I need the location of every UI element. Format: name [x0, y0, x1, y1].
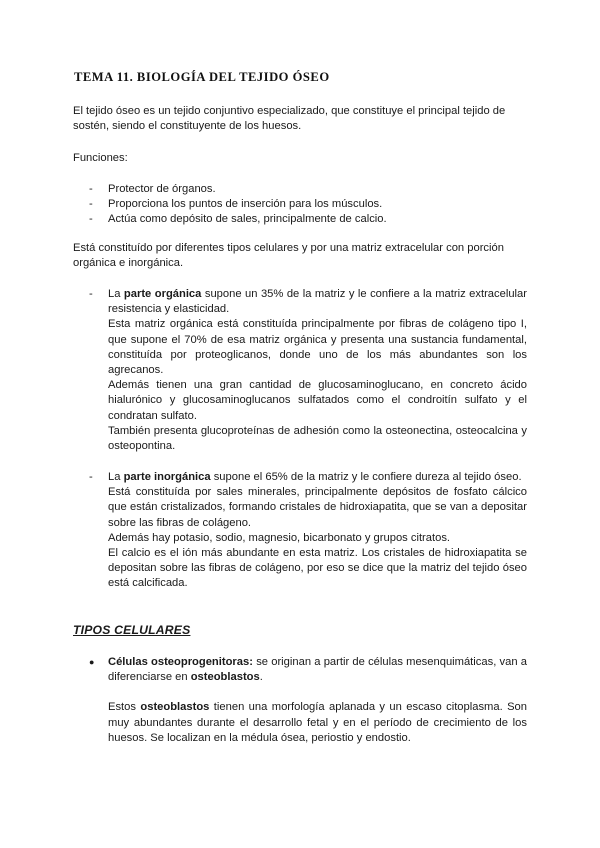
- constitucion-paragraph: Está constituído por diferentes tipos celulares y por una matriz extracelular con porción orgánica e inorgánica.: [73, 242, 504, 270]
- organica-paragraph-3: Además tienen una gran cantidad de glucosaminoglucano, en concreto ácido hialurónico y glucosaminoglucanos sulfatados como el condroitín sulfato y el condratan sulfato.: [108, 379, 527, 422]
- osteoblastos-paragraph: Estos osteoblastos tienen una morfología aplanada y un escaso citoplasma. Son muy abundantes durante el desarrollo fetal y en el período de crecimiento de los huesos. Se localizan en la médula ósea, periostio y endostio.: [108, 701, 527, 744]
- organica-lead: La parte orgánica supone un 35% de la matriz y le confiere a la matriz extracelular resistencia y elasticidad.: [108, 288, 527, 316]
- parte-inorganica-block: - La parte inorgánica supone el 65% de la matriz y le confiere dureza al tejido óseo. Está constituída por sales minerales, principalmente depósitos de fosfato cálcico que están cristalizados, formando cristales de hidroxiapatita, que se van a depositar sobre las fibras de colágeno. Además hay potasio, sodio, magnesio, bicarbonato y grupos citratos. El calcio es el ión más abundante en esta matriz. Los cristales de hidroxiapatita se depositan sobre las fibras de colágeno, por eso se dice que la matriz del tejido óseo está calcificada.: [89, 470, 527, 592]
- section-title-tipos-celulares: TIPOS CELULARES: [73, 623, 191, 637]
- list-item: - Actúa como depósito de sales, principalmente de calcio.: [89, 213, 387, 226]
- list-item: - Protector de órganos.: [89, 183, 216, 195]
- inorganica-paragraph-3: Además hay potasio, sodio, magnesio, bicarbonato y grupos citratos.: [108, 531, 451, 544]
- osteoprogenitoras-lead: Células osteoprogenitoras: se originan a partir de células mesenquimáticas, van a diferenciarse en osteoblastos.: [108, 656, 528, 684]
- osteoprogenitoras-item: [89, 655, 527, 746]
- list-item: - Proporciona los puntos de inserción para los músculos.: [89, 198, 383, 211]
- organica-paragraph-2: Esta matriz orgánica está constituída principalmente por fibras de colágeno tipo I, que supone el 70% de esa matriz orgánica y presenta una sustancia fundamental, constituída por proteoglicanos, donde uno de los más abundantes son los agrecanos.: [108, 318, 527, 377]
- inorganica-paragraph-4: El calcio es el ión más abundante en esta matriz. Los cristales de hidroxiapatita se depositan sobre las fibras de colágeno, por eso se dice que la matriz del tejido óseo está calcificada.: [108, 547, 527, 590]
- bullet-icon: ●: [89, 657, 95, 667]
- intro-paragraph: El tejido óseo es un tejido conjuntivo especializado, que constituye el principal tejido de sostén, siendo el constituyente de los huesos.: [73, 105, 506, 133]
- page-title: TEMA 11. BIOLOGÍA DEL TEJIDO ÓSEO: [74, 70, 330, 84]
- organica-paragraph-4: También presenta glucoproteínas de adhesión como la osteonectina, osteocalcina y osteopontina.: [108, 424, 527, 453]
- parte-organica-block: - La parte orgánica supone un 35% de la matriz y le confiere a la matriz extracelular resistencia y elasticidad. Esta matriz orgánica está constituída principalmente por fibras de colágeno tipo I, que supone el 70% de esa matriz orgánica y presenta una sustancia fundamental, constituída por proteoglicanos, donde uno de los más abundantes son los agrecanos. Además tienen una gran cantidad de glucosaminoglucano, en concreto ácido hialurónico y glucosaminoglucanos sulfatados como el condroitín sulfato y el condratan sulfato. También presenta glucoproteínas de adhesión como la osteonectina, osteocalcina y osteopontina.: [89, 287, 527, 454]
- funciones-list: [89, 182, 387, 228]
- funciones-label: Funciones:: [73, 152, 128, 164]
- inorganica-lead: La parte inorgánica supone el 65% de la matriz y le confiere dureza al tejido óseo.: [108, 471, 522, 483]
- inorganica-paragraph-2: Está constituída por sales minerales, principalmente depósitos de fosfato cálcico que están cristalizados, formando cristales de hidroxiapatita, que se van a depositar sobre las fibras de colágeno.: [108, 486, 527, 529]
